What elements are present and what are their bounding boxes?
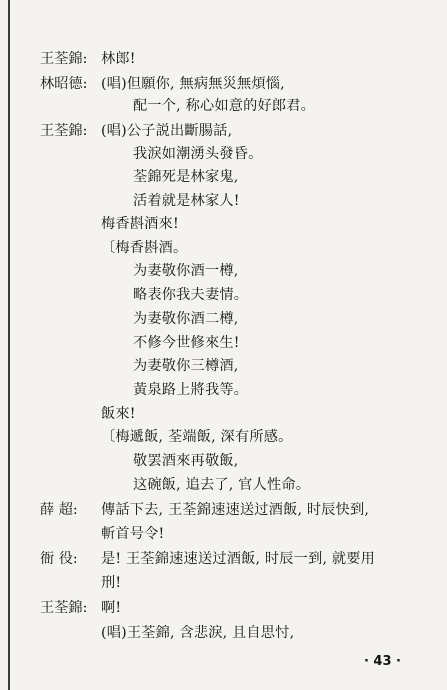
- script-line: 这碗飯, 追去了, 官人性命。: [133, 477, 311, 493]
- speaker-label: 王荃錦:: [40, 600, 88, 616]
- script-line: 梅香斟酒來!: [101, 216, 179, 232]
- script-line: (唱)但願你, 無病無災無煩惱,: [101, 76, 285, 92]
- script-line: 林郎!: [101, 51, 136, 67]
- script-line: 不修今世修來生!: [133, 335, 240, 351]
- script-line: 是! 王荃錦速速送过酒飯, 时辰一到, 就要用: [101, 551, 376, 567]
- script-line: (唱)公子説出斷腸話,: [101, 123, 233, 139]
- speaker-label: 衙 役:: [40, 551, 78, 567]
- script-line: (唱)王荃錦, 含悲淚, 且自思忖,: [101, 625, 295, 641]
- script-line: 傳話下去, 王荃錦速速送过酒飯, 时辰快到,: [101, 502, 370, 518]
- stage-direction: 〔梅香斟酒。: [101, 240, 188, 256]
- script-line: 黃泉路上將我等。: [133, 382, 249, 398]
- stage-direction: 〔梅遞飯, 荃端飯, 深有所感。: [101, 429, 293, 445]
- binding-edge: [8, 0, 10, 690]
- script-line: 飯來!: [101, 406, 136, 422]
- script-line: 荃錦死是林家鬼,: [133, 169, 239, 185]
- script-line: 啊!: [101, 600, 122, 616]
- speaker-label: 薛 超:: [40, 502, 78, 518]
- speaker-label: 林昭德:: [40, 76, 88, 92]
- script-line: 为妻敬你酒一樽,: [133, 263, 239, 279]
- script-line: 刑!: [101, 575, 122, 591]
- speaker-label: 王荃錦:: [40, 51, 88, 67]
- script-line: 敬罢酒來再敬飯,: [133, 453, 239, 469]
- speaker-label: 王荃錦:: [40, 123, 88, 139]
- script-line: 活着就是林家人!: [133, 193, 240, 209]
- script-line: 斬首号令!: [101, 526, 165, 542]
- script-line: 配一个, 称心如意的好郎君。: [133, 98, 316, 114]
- script-line: 为妻敬你酒二樽,: [133, 311, 239, 327]
- script-line: 为妻敬你三樽酒,: [133, 358, 239, 374]
- script-line: 我淚如潮湧头發昏。: [133, 146, 263, 162]
- page-number: · 43 ·: [363, 654, 401, 669]
- script-line: 略表你我夫妻情。: [133, 287, 249, 303]
